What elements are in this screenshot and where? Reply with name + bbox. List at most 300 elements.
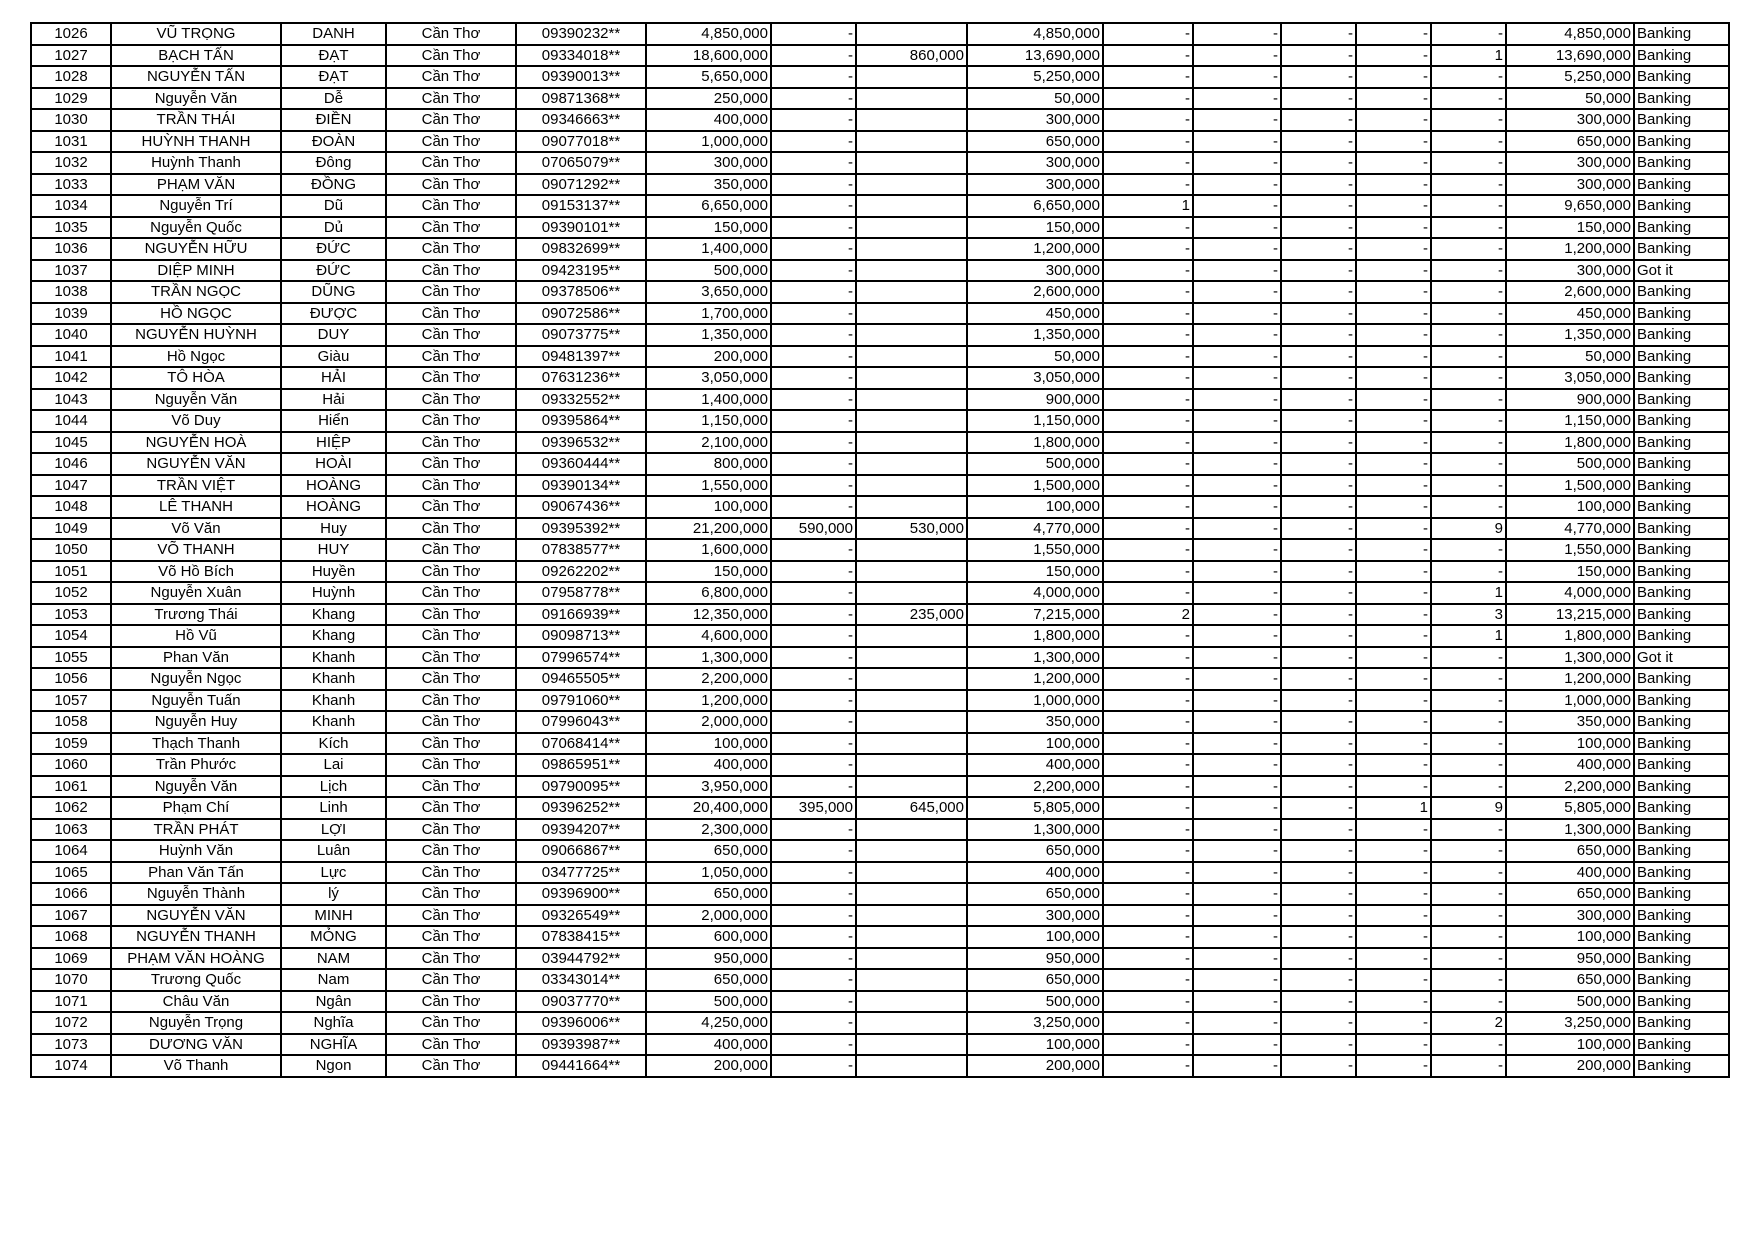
cell-id[interactable]: 1043 [31,389,111,411]
cell-col_7[interactable]: - [771,539,856,561]
cell-col_11[interactable]: - [1193,45,1281,67]
cell-amount_1[interactable]: 4,600,000 [646,625,771,647]
cell-id[interactable]: 1052 [31,582,111,604]
cell-last_name[interactable]: Huỳnh [281,582,386,604]
cell-status[interactable]: Banking [1634,475,1729,497]
cell-city[interactable]: Cần Thơ [386,948,516,970]
cell-first_name[interactable]: TRẦN THÁI [111,109,281,131]
cell-amount_2[interactable]: 1,300,000 [967,819,1103,841]
cell-col_8[interactable] [856,367,967,389]
cell-amount_2[interactable]: 50,000 [967,346,1103,368]
cell-status[interactable]: Banking [1634,281,1729,303]
cell-status[interactable]: Banking [1634,88,1729,110]
cell-status[interactable]: Banking [1634,1034,1729,1056]
cell-col_13[interactable]: - [1356,174,1431,196]
cell-last_name[interactable]: Lịch [281,776,386,798]
cell-amount_3[interactable]: 100,000 [1506,1034,1634,1056]
cell-col_7[interactable]: - [771,195,856,217]
cell-col_11[interactable]: - [1193,604,1281,626]
cell-col_13[interactable]: - [1356,303,1431,325]
cell-col_12[interactable]: - [1281,604,1356,626]
cell-status[interactable]: Banking [1634,346,1729,368]
cell-col_10[interactable]: - [1103,668,1193,690]
cell-col_13[interactable]: - [1356,195,1431,217]
cell-amount_3[interactable]: 13,690,000 [1506,45,1634,67]
cell-col_8[interactable] [856,668,967,690]
cell-col_11[interactable]: - [1193,367,1281,389]
cell-id[interactable]: 1034 [31,195,111,217]
cell-col_11[interactable]: - [1193,797,1281,819]
cell-col_13[interactable]: - [1356,582,1431,604]
cell-first_name[interactable]: Nguyễn Văn [111,389,281,411]
cell-col_7[interactable]: - [771,969,856,991]
cell-amount_1[interactable]: 4,250,000 [646,1012,771,1034]
cell-col_11[interactable]: - [1193,66,1281,88]
cell-col_10[interactable]: - [1103,582,1193,604]
cell-amount_3[interactable]: 1,350,000 [1506,324,1634,346]
cell-amount_1[interactable]: 1,050,000 [646,862,771,884]
cell-last_name[interactable]: HOÀI [281,453,386,475]
cell-col_7[interactable]: - [771,926,856,948]
cell-amount_3[interactable]: 650,000 [1506,969,1634,991]
cell-phone[interactable]: 09396532** [516,432,646,454]
cell-last_name[interactable]: lý [281,883,386,905]
cell-status[interactable]: Banking [1634,324,1729,346]
cell-col_11[interactable]: - [1193,840,1281,862]
cell-amount_3[interactable]: 9,650,000 [1506,195,1634,217]
cell-amount_1[interactable]: 200,000 [646,1055,771,1077]
cell-col_8[interactable] [856,969,967,991]
cell-last_name[interactable]: Khanh [281,690,386,712]
cell-status[interactable]: Banking [1634,23,1729,45]
cell-phone[interactable]: 09441664** [516,1055,646,1077]
cell-amount_2[interactable]: 1,200,000 [967,668,1103,690]
cell-col_13[interactable]: - [1356,969,1431,991]
cell-last_name[interactable]: Hải [281,389,386,411]
cell-amount_2[interactable]: 100,000 [967,496,1103,518]
cell-city[interactable]: Cần Thơ [386,453,516,475]
cell-col_14[interactable]: - [1431,324,1506,346]
cell-status[interactable]: Banking [1634,604,1729,626]
cell-col_11[interactable]: - [1193,776,1281,798]
cell-phone[interactable]: 09067436** [516,496,646,518]
cell-col_13[interactable]: - [1356,668,1431,690]
cell-phone[interactable]: 09334018** [516,45,646,67]
cell-id[interactable]: 1072 [31,1012,111,1034]
cell-status[interactable]: Banking [1634,496,1729,518]
cell-col_11[interactable]: - [1193,1055,1281,1077]
cell-status[interactable]: Banking [1634,819,1729,841]
cell-phone[interactable]: 09153137** [516,195,646,217]
cell-city[interactable]: Cần Thơ [386,647,516,669]
cell-col_13[interactable]: - [1356,23,1431,45]
cell-phone[interactable]: 09077018** [516,131,646,153]
cell-amount_1[interactable]: 4,850,000 [646,23,771,45]
cell-city[interactable]: Cần Thơ [386,883,516,905]
cell-col_8[interactable] [856,647,967,669]
cell-amount_3[interactable]: 150,000 [1506,561,1634,583]
cell-col_8[interactable] [856,926,967,948]
cell-col_14[interactable]: - [1431,453,1506,475]
cell-city[interactable]: Cần Thơ [386,819,516,841]
cell-col_14[interactable]: - [1431,840,1506,862]
cell-col_8[interactable]: 860,000 [856,45,967,67]
cell-col_7[interactable]: - [771,776,856,798]
cell-col_8[interactable] [856,410,967,432]
cell-amount_3[interactable]: 300,000 [1506,174,1634,196]
cell-amount_1[interactable]: 2,200,000 [646,668,771,690]
cell-col_10[interactable]: - [1103,131,1193,153]
cell-amount_2[interactable]: 900,000 [967,389,1103,411]
cell-amount_1[interactable]: 3,050,000 [646,367,771,389]
cell-amount_3[interactable]: 1,800,000 [1506,432,1634,454]
cell-col_7[interactable]: - [771,604,856,626]
cell-status[interactable]: Banking [1634,1012,1729,1034]
cell-id[interactable]: 1056 [31,668,111,690]
cell-col_8[interactable] [856,1034,967,1056]
cell-col_10[interactable]: - [1103,690,1193,712]
cell-col_13[interactable]: - [1356,690,1431,712]
cell-col_7[interactable]: - [771,217,856,239]
cell-amount_3[interactable]: 2,200,000 [1506,776,1634,798]
cell-col_11[interactable]: - [1193,668,1281,690]
cell-col_14[interactable]: - [1431,152,1506,174]
cell-last_name[interactable]: MỎNG [281,926,386,948]
cell-amount_2[interactable]: 400,000 [967,862,1103,884]
cell-status[interactable]: Banking [1634,905,1729,927]
cell-phone[interactable]: 09360444** [516,453,646,475]
cell-amount_3[interactable]: 650,000 [1506,131,1634,153]
cell-amount_3[interactable]: 4,770,000 [1506,518,1634,540]
cell-col_12[interactable]: - [1281,733,1356,755]
cell-col_8[interactable] [856,152,967,174]
cell-col_11[interactable]: - [1193,647,1281,669]
cell-id[interactable]: 1032 [31,152,111,174]
cell-phone[interactable]: 09072586** [516,303,646,325]
cell-col_12[interactable]: - [1281,518,1356,540]
cell-phone[interactable]: 07838577** [516,539,646,561]
cell-phone[interactable]: 07996043** [516,711,646,733]
cell-amount_3[interactable]: 5,250,000 [1506,66,1634,88]
cell-amount_2[interactable]: 4,850,000 [967,23,1103,45]
cell-phone[interactable]: 09390013** [516,66,646,88]
cell-col_14[interactable]: - [1431,948,1506,970]
cell-col_10[interactable]: - [1103,475,1193,497]
cell-amount_1[interactable]: 1,000,000 [646,131,771,153]
cell-col_7[interactable]: - [771,109,856,131]
cell-col_11[interactable]: - [1193,260,1281,282]
cell-city[interactable]: Cần Thơ [386,518,516,540]
cell-id[interactable]: 1039 [31,303,111,325]
cell-col_14[interactable]: - [1431,131,1506,153]
cell-phone[interactable]: 09262202** [516,561,646,583]
cell-col_14[interactable]: 1 [1431,582,1506,604]
cell-col_11[interactable]: - [1193,1012,1281,1034]
cell-first_name[interactable]: Phạm Chí [111,797,281,819]
cell-status[interactable]: Banking [1634,862,1729,884]
cell-col_11[interactable]: - [1193,969,1281,991]
cell-col_10[interactable]: - [1103,432,1193,454]
cell-col_13[interactable]: - [1356,561,1431,583]
cell-first_name[interactable]: Võ Thanh [111,1055,281,1077]
cell-status[interactable]: Banking [1634,776,1729,798]
cell-amount_1[interactable]: 2,100,000 [646,432,771,454]
cell-id[interactable]: 1033 [31,174,111,196]
cell-col_13[interactable]: - [1356,840,1431,862]
cell-phone[interactable]: 09378506** [516,281,646,303]
cell-city[interactable]: Cần Thơ [386,604,516,626]
cell-last_name[interactable]: Nam [281,969,386,991]
cell-col_11[interactable]: - [1193,109,1281,131]
cell-col_13[interactable]: - [1356,45,1431,67]
cell-amount_2[interactable]: 350,000 [967,711,1103,733]
cell-amount_2[interactable]: 13,690,000 [967,45,1103,67]
cell-col_12[interactable]: - [1281,367,1356,389]
cell-phone[interactable]: 09832699** [516,238,646,260]
cell-col_8[interactable] [856,346,967,368]
cell-id[interactable]: 1028 [31,66,111,88]
cell-phone[interactable]: 07631236** [516,367,646,389]
cell-amount_2[interactable]: 3,050,000 [967,367,1103,389]
cell-status[interactable]: Got it [1634,260,1729,282]
cell-col_10[interactable]: - [1103,109,1193,131]
cell-col_14[interactable]: 9 [1431,518,1506,540]
cell-col_7[interactable]: - [771,819,856,841]
cell-col_14[interactable]: - [1431,109,1506,131]
cell-first_name[interactable]: Hồ Ngọc [111,346,281,368]
cell-col_7[interactable]: - [771,1034,856,1056]
cell-col_7[interactable]: - [771,238,856,260]
cell-col_10[interactable]: - [1103,883,1193,905]
cell-col_10[interactable]: - [1103,174,1193,196]
cell-phone[interactable]: 09098713** [516,625,646,647]
cell-amount_3[interactable]: 1,200,000 [1506,238,1634,260]
cell-col_12[interactable]: - [1281,539,1356,561]
cell-first_name[interactable]: Nguyễn Xuân [111,582,281,604]
cell-first_name[interactable]: Nguyễn Quốc [111,217,281,239]
cell-col_7[interactable]: - [771,88,856,110]
cell-col_10[interactable]: - [1103,754,1193,776]
cell-col_14[interactable]: - [1431,754,1506,776]
cell-amount_1[interactable]: 6,650,000 [646,195,771,217]
cell-city[interactable]: Cần Thơ [386,668,516,690]
cell-col_7[interactable]: - [771,303,856,325]
cell-col_14[interactable]: - [1431,539,1506,561]
cell-col_8[interactable] [856,991,967,1013]
cell-col_7[interactable]: - [771,883,856,905]
cell-col_7[interactable]: - [771,131,856,153]
cell-col_14[interactable]: - [1431,733,1506,755]
cell-col_8[interactable] [856,582,967,604]
cell-amount_1[interactable]: 950,000 [646,948,771,970]
cell-col_10[interactable]: - [1103,518,1193,540]
cell-first_name[interactable]: DIỆP MINH [111,260,281,282]
cell-col_8[interactable] [856,66,967,88]
cell-col_11[interactable]: - [1193,152,1281,174]
cell-id[interactable]: 1071 [31,991,111,1013]
cell-amount_3[interactable]: 1,300,000 [1506,819,1634,841]
cell-col_13[interactable]: - [1356,604,1431,626]
cell-phone[interactable]: 09390232** [516,23,646,45]
cell-id[interactable]: 1054 [31,625,111,647]
cell-col_12[interactable]: - [1281,432,1356,454]
cell-col_14[interactable]: - [1431,432,1506,454]
cell-amount_1[interactable]: 2,300,000 [646,819,771,841]
cell-amount_1[interactable]: 1,600,000 [646,539,771,561]
cell-status[interactable]: Banking [1634,797,1729,819]
cell-col_13[interactable]: - [1356,862,1431,884]
cell-col_8[interactable] [856,238,967,260]
cell-last_name[interactable]: Kích [281,733,386,755]
cell-amount_2[interactable]: 500,000 [967,991,1103,1013]
cell-col_12[interactable]: - [1281,88,1356,110]
cell-col_7[interactable]: - [771,582,856,604]
cell-status[interactable]: Banking [1634,109,1729,131]
cell-city[interactable]: Cần Thơ [386,346,516,368]
cell-phone[interactable]: 09465505** [516,668,646,690]
cell-city[interactable]: Cần Thơ [386,174,516,196]
cell-phone[interactable]: 07958778** [516,582,646,604]
cell-id[interactable]: 1065 [31,862,111,884]
cell-col_8[interactable] [856,23,967,45]
cell-amount_1[interactable]: 3,950,000 [646,776,771,798]
cell-col_10[interactable]: - [1103,711,1193,733]
cell-col_12[interactable]: - [1281,991,1356,1013]
cell-first_name[interactable]: NGUYỄN VĂN [111,453,281,475]
cell-col_11[interactable]: - [1193,195,1281,217]
cell-status[interactable]: Banking [1634,561,1729,583]
cell-first_name[interactable]: Trần Phước [111,754,281,776]
cell-col_13[interactable]: - [1356,776,1431,798]
cell-col_11[interactable]: - [1193,131,1281,153]
cell-id[interactable]: 1055 [31,647,111,669]
cell-city[interactable]: Cần Thơ [386,410,516,432]
cell-amount_3[interactable]: 5,805,000 [1506,797,1634,819]
cell-status[interactable]: Banking [1634,991,1729,1013]
cell-amount_2[interactable]: 650,000 [967,969,1103,991]
cell-col_13[interactable]: - [1356,711,1431,733]
cell-col_13[interactable]: - [1356,131,1431,153]
cell-col_12[interactable]: - [1281,453,1356,475]
cell-first_name[interactable]: BẠCH TẤN [111,45,281,67]
cell-amount_1[interactable]: 2,000,000 [646,905,771,927]
cell-amount_3[interactable]: 3,250,000 [1506,1012,1634,1034]
cell-amount_1[interactable]: 5,650,000 [646,66,771,88]
cell-amount_2[interactable]: 5,250,000 [967,66,1103,88]
cell-col_10[interactable]: - [1103,1012,1193,1034]
cell-amount_3[interactable]: 1,200,000 [1506,668,1634,690]
cell-amount_3[interactable]: 1,000,000 [1506,690,1634,712]
cell-status[interactable]: Banking [1634,432,1729,454]
cell-last_name[interactable]: Huyền [281,561,386,583]
cell-col_10[interactable]: - [1103,346,1193,368]
cell-city[interactable]: Cần Thơ [386,840,516,862]
cell-col_12[interactable]: - [1281,217,1356,239]
cell-city[interactable]: Cần Thơ [386,367,516,389]
cell-col_13[interactable]: - [1356,625,1431,647]
cell-col_12[interactable]: - [1281,690,1356,712]
cell-col_10[interactable]: - [1103,260,1193,282]
cell-status[interactable]: Banking [1634,668,1729,690]
cell-amount_3[interactable]: 1,300,000 [1506,647,1634,669]
cell-amount_2[interactable]: 1,800,000 [967,432,1103,454]
cell-first_name[interactable]: PHẠM VĂN [111,174,281,196]
cell-col_10[interactable]: - [1103,238,1193,260]
cell-first_name[interactable]: DƯƠNG VĂN [111,1034,281,1056]
cell-last_name[interactable]: Khanh [281,711,386,733]
cell-col_10[interactable]: 2 [1103,604,1193,626]
cell-status[interactable]: Banking [1634,840,1729,862]
cell-col_12[interactable]: - [1281,131,1356,153]
cell-col_11[interactable]: - [1193,238,1281,260]
cell-col_14[interactable]: - [1431,260,1506,282]
cell-amount_3[interactable]: 50,000 [1506,346,1634,368]
cell-phone[interactable]: 09481397** [516,346,646,368]
cell-first_name[interactable]: Hồ Vũ [111,625,281,647]
cell-amount_1[interactable]: 20,400,000 [646,797,771,819]
cell-col_11[interactable]: - [1193,281,1281,303]
cell-first_name[interactable]: Trương Thái [111,604,281,626]
cell-city[interactable]: Cần Thơ [386,991,516,1013]
cell-col_8[interactable] [856,690,967,712]
cell-amount_2[interactable]: 200,000 [967,1055,1103,1077]
cell-first_name[interactable]: Võ Hồ Bích [111,561,281,583]
cell-col_7[interactable]: - [771,948,856,970]
cell-id[interactable]: 1047 [31,475,111,497]
cell-col_12[interactable]: - [1281,883,1356,905]
cell-col_10[interactable]: - [1103,991,1193,1013]
cell-col_11[interactable]: - [1193,926,1281,948]
cell-col_12[interactable]: - [1281,647,1356,669]
cell-col_12[interactable]: - [1281,66,1356,88]
cell-status[interactable]: Banking [1634,969,1729,991]
cell-last_name[interactable]: HOÀNG [281,496,386,518]
cell-amount_3[interactable]: 100,000 [1506,496,1634,518]
cell-col_14[interactable]: - [1431,1034,1506,1056]
cell-status[interactable]: Banking [1634,410,1729,432]
cell-amount_2[interactable]: 1,300,000 [967,647,1103,669]
cell-col_7[interactable]: - [771,453,856,475]
cell-col_11[interactable]: - [1193,88,1281,110]
cell-col_11[interactable]: - [1193,948,1281,970]
cell-col_13[interactable]: - [1356,324,1431,346]
cell-amount_2[interactable]: 2,200,000 [967,776,1103,798]
cell-amount_2[interactable]: 300,000 [967,109,1103,131]
cell-col_11[interactable]: - [1193,1034,1281,1056]
cell-col_12[interactable]: - [1281,969,1356,991]
cell-col_7[interactable]: - [771,668,856,690]
cell-col_13[interactable]: - [1356,238,1431,260]
cell-col_11[interactable]: - [1193,518,1281,540]
cell-city[interactable]: Cần Thơ [386,23,516,45]
cell-col_11[interactable]: - [1193,23,1281,45]
cell-col_13[interactable]: - [1356,883,1431,905]
cell-col_14[interactable]: - [1431,303,1506,325]
cell-amount_2[interactable]: 650,000 [967,131,1103,153]
cell-first_name[interactable]: VŨ TRỌNG [111,23,281,45]
cell-first_name[interactable]: Nguyễn Văn [111,88,281,110]
cell-phone[interactable]: 09396252** [516,797,646,819]
cell-col_12[interactable]: - [1281,389,1356,411]
cell-col_14[interactable]: - [1431,991,1506,1013]
cell-col_12[interactable]: - [1281,281,1356,303]
cell-col_10[interactable]: - [1103,969,1193,991]
cell-amount_1[interactable]: 300,000 [646,152,771,174]
cell-col_7[interactable]: - [771,346,856,368]
cell-amount_3[interactable]: 4,850,000 [1506,23,1634,45]
cell-first_name[interactable]: Phan Văn [111,647,281,669]
cell-phone[interactable]: 09390101** [516,217,646,239]
